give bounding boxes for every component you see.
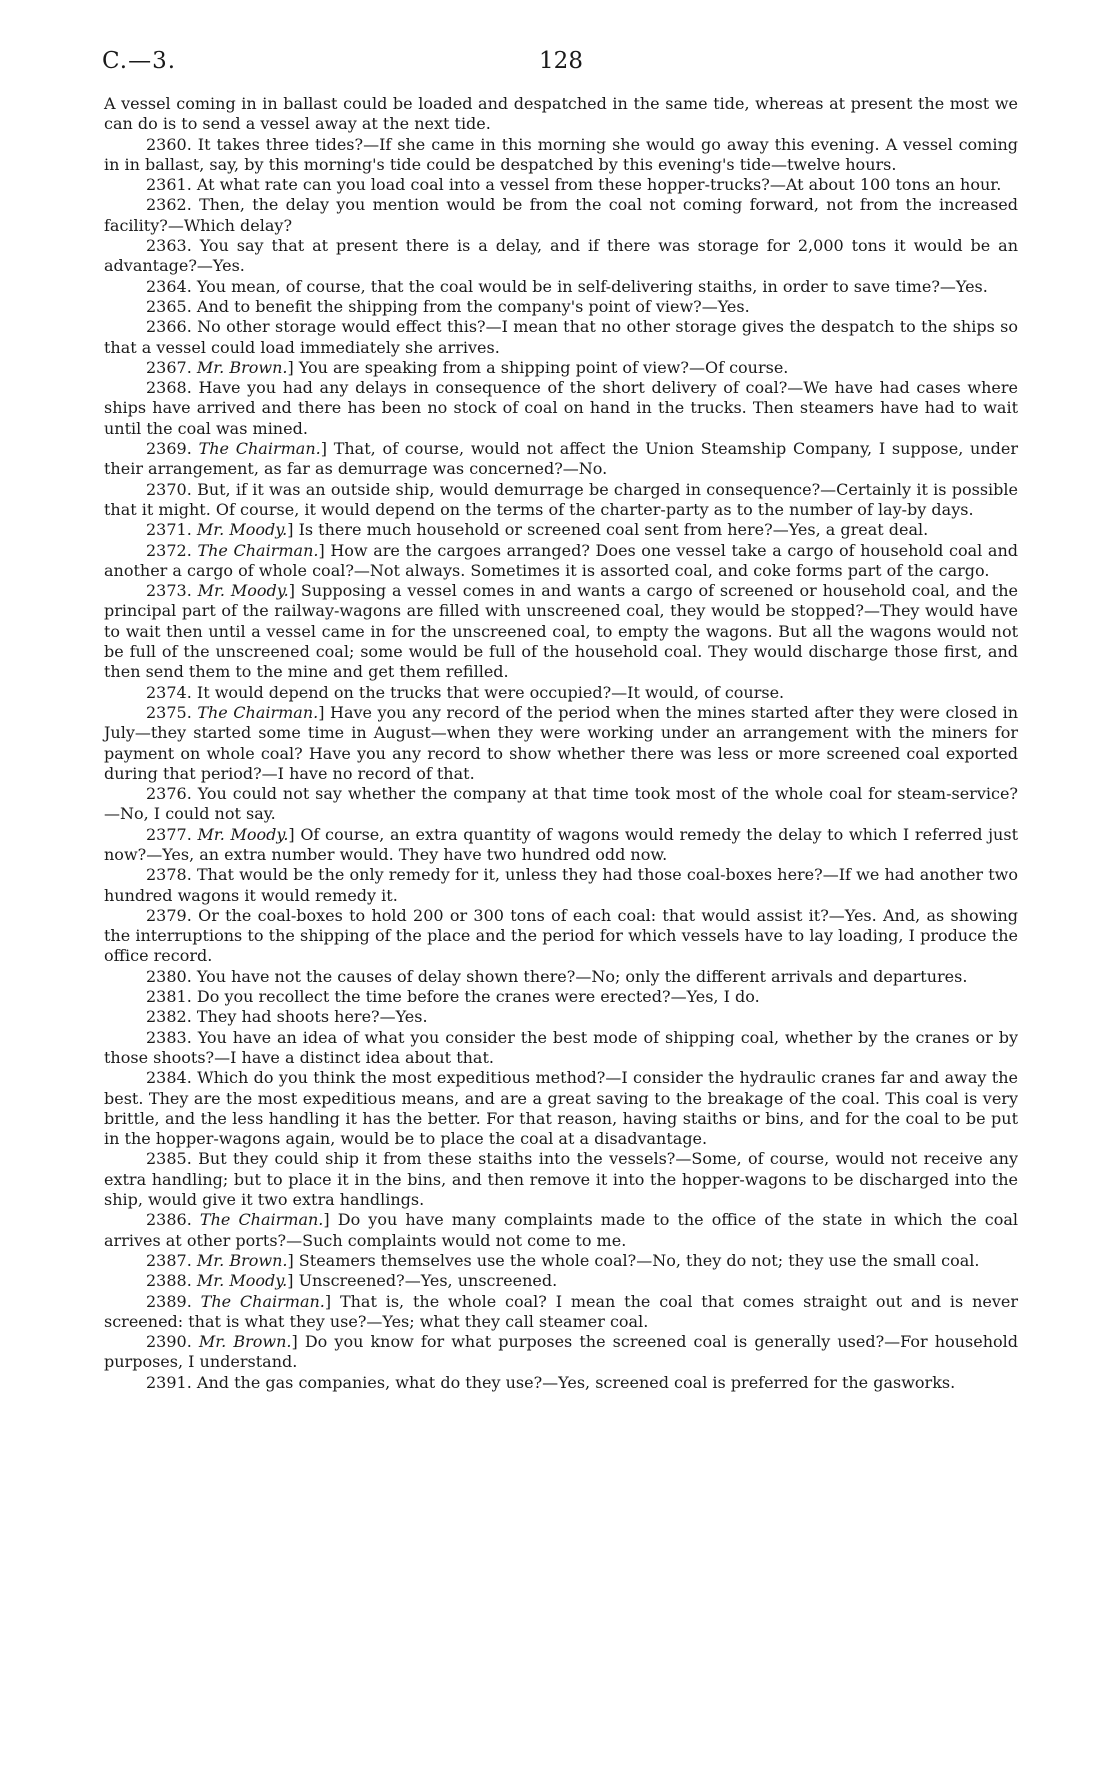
question-number: 2367. bbox=[146, 357, 197, 377]
question-paragraph bbox=[104, 439, 1018, 480]
paragraph-text: 2381. Do you recollect the time before the cranes were erected?—Yes, I do. bbox=[146, 987, 760, 1007]
question-paragraph bbox=[104, 784, 1018, 825]
speaker-name: Mr. Brown. bbox=[196, 357, 288, 377]
paragraph-text: 2376. You could not say whether the company at that time took most of the whole coal for steam-service?—No, I could not say. bbox=[104, 784, 1018, 824]
speaker-name: Mr. Moody. bbox=[197, 824, 289, 844]
speaker-name: The Chairman. bbox=[200, 1291, 325, 1311]
question-paragraph bbox=[104, 480, 1018, 521]
question-paragraph bbox=[104, 581, 1018, 682]
question-paragraph bbox=[104, 520, 1018, 540]
paragraph-text: 2383. You have an idea of what you consider the best mode of shipping coal, whether by the cranes or by those shoots?—I have a distinct idea about that. bbox=[104, 1027, 1018, 1067]
question-paragraph bbox=[104, 277, 1018, 297]
paragraph-text: ] Supposing a vessel comes in and wants a cargo of screened or household coal, and the principal part of the railway-wagons are filled with unscreened coal, they would be stopped?—They would have to wait then until a vessel came in for the unscreened coal, to empty the wagons. But all the wagons would not be full of the unscreened coal; some would be full of the household coal. They would discharge those first, and then send them to the mine and get them refilled. bbox=[104, 581, 1019, 682]
question-number: 2387. bbox=[146, 1250, 197, 1270]
question-paragraph bbox=[104, 906, 1018, 967]
speaker-name: The Chairman. bbox=[197, 540, 319, 560]
question-paragraph bbox=[104, 175, 1018, 195]
paragraph-text: 2380. You have not the causes of delay shown there?—No; only the different arrivals and departures. bbox=[146, 966, 968, 986]
question-number: 2369. bbox=[146, 439, 199, 459]
question-paragraph bbox=[104, 236, 1018, 277]
speaker-name: The Chairman. bbox=[199, 1210, 324, 1230]
speaker-name: Mr. Moody. bbox=[196, 520, 288, 540]
question-paragraph bbox=[104, 703, 1018, 784]
paragraph-text: 2385. But they could ship it from these staiths into the vessels?—Some, of course, would not receive any extra handling; but to place it in the bins, and then remove it into the hopper-wagons to be discharged into the ship, would give it two extra handlings. bbox=[104, 1149, 1018, 1210]
paragraph-text: 2365. And to benefit the shipping from the company's point of view?—Yes. bbox=[146, 296, 750, 316]
paragraph-text: ] Unscreened?—Yes, unscreened. bbox=[287, 1271, 558, 1291]
paragraph-text: 2366. No other storage would effect this?—I mean that no other storage gives the despatch to the ships so that a vessel could load immediately she arrives. bbox=[104, 317, 1018, 357]
speaker-name: Mr. Moody. bbox=[196, 1271, 288, 1291]
speaker-name: The Chairman. bbox=[197, 702, 319, 722]
speaker-name: Mr. Brown. bbox=[196, 1250, 288, 1270]
question-paragraph bbox=[104, 317, 1018, 358]
question-number: 2389. bbox=[146, 1291, 201, 1311]
paragraph-text: ] That is, the whole coal? I mean the coal that comes straight out and is never screened: that is what they use?—Yes; what they call steamer coal. bbox=[104, 1291, 1019, 1331]
question-paragraph bbox=[104, 1007, 1018, 1027]
sheet-reference: C.—3. bbox=[102, 48, 177, 74]
paragraph-text: ] That, of course, would not affect the Union Steamship Company, I suppose, under their arrangement, as far as demurrage was concerned?—No. bbox=[104, 439, 1019, 479]
paragraph-text: 2374. It would depend on the trucks that were occupied?—It would, of course. bbox=[146, 682, 785, 702]
question-number: 2371. bbox=[146, 520, 197, 540]
question-number: 2372. bbox=[146, 540, 198, 560]
question-paragraph bbox=[104, 135, 1018, 176]
paragraph-text: A vessel coming in in ballast could be loaded and despatched in the same tide, whereas at present the most we can do is to send a vessel away at the next tide. bbox=[104, 94, 1018, 134]
speaker-name: Mr. Brown. bbox=[198, 1332, 292, 1352]
question-paragraph bbox=[104, 1271, 1018, 1291]
question-paragraph bbox=[104, 378, 1018, 439]
question-paragraph bbox=[104, 1292, 1018, 1333]
question-number: 2373. bbox=[146, 581, 198, 601]
paragraph-text: 2364. You mean, of course, that the coal would be in self-delivering staiths, in order to save time?—Yes. bbox=[146, 276, 988, 296]
paragraph-text: ] Is there much household or screened coal sent from here?—Yes, a great deal. bbox=[287, 520, 929, 540]
question-paragraph bbox=[104, 358, 1018, 378]
paragraph-text: 2360. It takes three tides?—If she came in this morning she would go away this evening. A vessel coming in in ballast, say, by this morning's tide could be despatched by this evening's tide—twelve hours. bbox=[104, 134, 1018, 174]
question-paragraph bbox=[104, 825, 1018, 866]
question-paragraph bbox=[104, 541, 1018, 582]
question-paragraph bbox=[104, 1068, 1018, 1149]
question-paragraph bbox=[104, 865, 1018, 906]
question-paragraph bbox=[104, 195, 1018, 236]
question-paragraph bbox=[104, 987, 1018, 1007]
paragraph-text: 2361. At what rate can you load coal into a vessel from these hopper-trucks?—At about 100 tons an hour. bbox=[146, 175, 1002, 195]
question-paragraph bbox=[104, 1251, 1018, 1271]
paragraph-text: 2368. Have you had any delays in consequence of the short delivery of coal?—We have had cases where ships have arrived and there has been no stock of coal on hand in the trucks. Then steamers have had to wait until the coal was mined. bbox=[104, 378, 1018, 438]
paragraph-text: ] You are speaking from a shipping point of view?—Of course. bbox=[287, 357, 789, 377]
question-number: 2390. bbox=[146, 1332, 199, 1352]
paragraph-text: 2362. Then, the delay you mention would be from the coal not coming forward, not from the increased facility?—Which delay? bbox=[104, 195, 1018, 235]
question-paragraph bbox=[104, 683, 1018, 703]
paragraph-text: 2379. Or the coal-boxes to hold 200 or 300 tons of each coal: that would assist it?—Yes. And, as showing the interruptions to the shipping of the place and the period for which vessels have to lay loading, I produce the office record. bbox=[104, 905, 1018, 966]
paragraph-text: ] Steamers themselves use the whole coal?—No, they do not; they use the small coal. bbox=[287, 1250, 980, 1270]
question-number: 2375. bbox=[146, 702, 198, 722]
question-paragraph bbox=[104, 1210, 1018, 1251]
speaker-name: Mr. Moody. bbox=[197, 581, 289, 601]
question-paragraph bbox=[104, 1028, 1018, 1069]
question-paragraph bbox=[104, 1332, 1018, 1373]
paragraph-text: ] Of course, an extra quantity of wagons would remedy the delay to which I referred just now?—Yes, an extra number would. They have two hundred odd now. bbox=[104, 824, 1019, 864]
question-number: 2377. bbox=[146, 824, 198, 844]
paragraph-text: 2363. You say that at present there is a delay, and if there was storage for 2,000 tons it would be an advantage?—Yes. bbox=[104, 236, 1018, 276]
page-number: 128 bbox=[539, 48, 583, 74]
question-paragraph bbox=[104, 94, 1018, 135]
question-number: 2388. bbox=[146, 1271, 197, 1291]
paragraph-text: ] How are the cargoes arranged? Does one vessel take a cargo of household coal and another a cargo of whole coal?—Not always. Sometimes it is assorted coal, and coke forms part of the cargo. bbox=[104, 540, 1019, 580]
paragraph-text: 2370. But, if it was an outside ship, would demurrage be charged in consequence?—Certainly it is possible that it might. Of course, it would depend on the terms of the charter-party as to the number of lay-by days. bbox=[104, 479, 1018, 519]
question-paragraph bbox=[104, 1149, 1018, 1210]
speaker-name: The Chairman. bbox=[198, 439, 321, 459]
paragraph-text: 2382. They had shoots here?—Yes. bbox=[146, 1007, 428, 1027]
paragraph-text: 2378. That would be the only remedy for it, unless they had those coal-boxes here?—If we had another two hundred wagons it would remedy it. bbox=[104, 865, 1018, 905]
paragraph-text: ] Do you know for what purposes the screened coal is generally used?—For household purposes, I understand. bbox=[104, 1332, 1018, 1372]
paragraph-text: 2391. And the gas companies, what do they use?—Yes, screened coal is preferred for the gasworks. bbox=[146, 1372, 956, 1392]
page-header bbox=[104, 48, 1018, 94]
paragraph-text: ] Have you any record of the period when the mines started after they were closed in July—they started some time in August—when they were working under an arrangement with the miners for payment on whole coal? Have you any record to show whether there was less or more screened coal exported during that period?—I have no record of that. bbox=[104, 702, 1019, 783]
question-number: 2386. bbox=[146, 1210, 200, 1230]
question-paragraph bbox=[104, 1373, 1018, 1393]
evidence-transcript bbox=[104, 94, 1018, 1393]
paragraph-text: 2384. Which do you think the most expeditious method?—I consider the hydraulic cranes far and away the best. They are the most expeditious means, and are a great saving to the breakage of the coal. This coal is very brittle, and the less handling it has the better. For that reason, having staiths or bins, and for the coal to be put in the hopper-wagons again, would be to place the coal at a disadvantage. bbox=[104, 1068, 1018, 1149]
question-paragraph bbox=[104, 967, 1018, 987]
question-paragraph bbox=[104, 297, 1018, 317]
paragraph-text: ] Do you have many complaints made to the office of the state in which the coal arrives at other ports?—Such complaints would not come to me. bbox=[104, 1210, 1019, 1250]
